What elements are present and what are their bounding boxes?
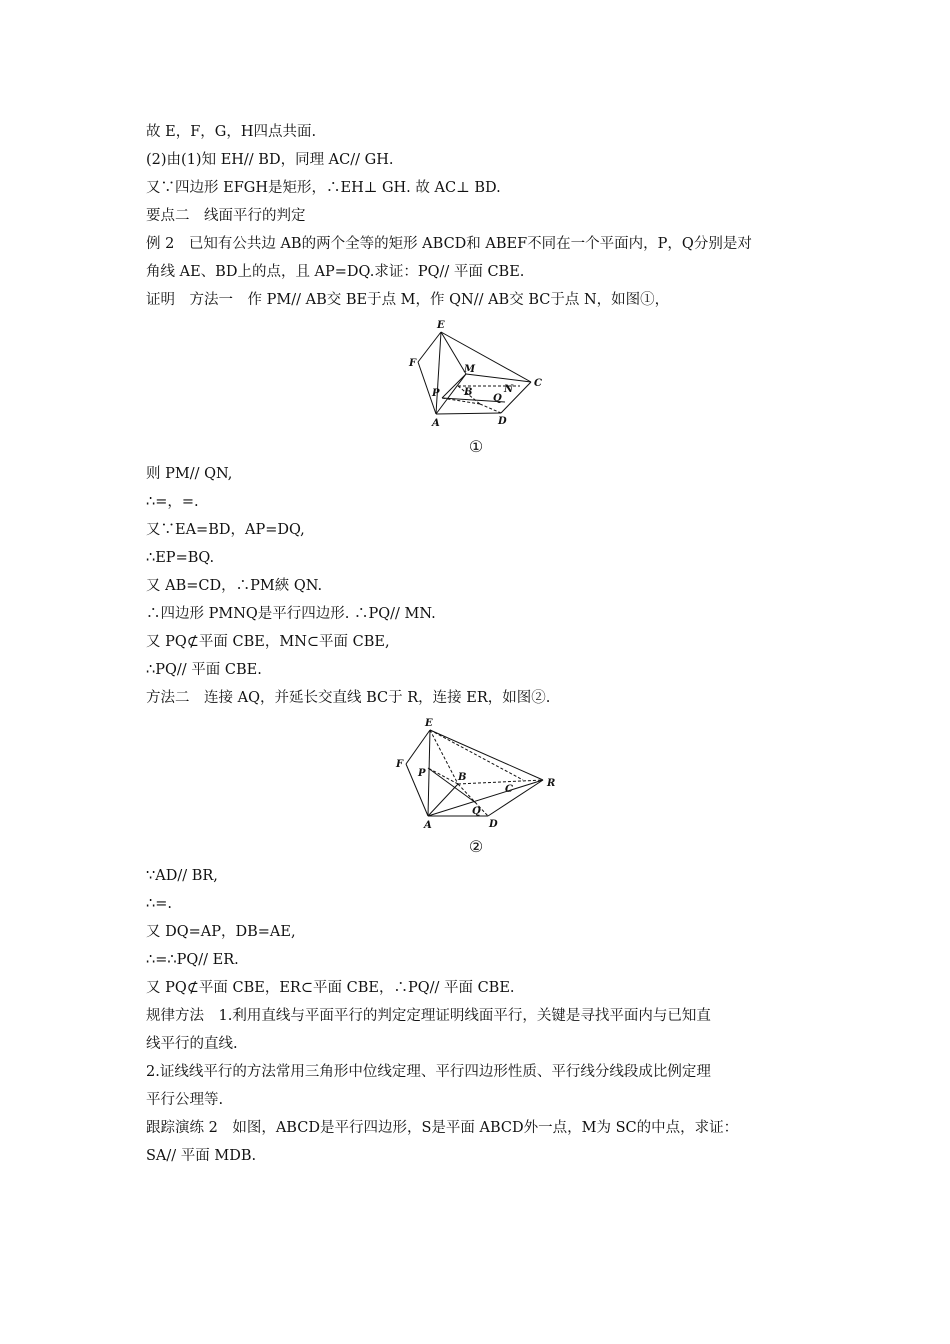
text-line: 例 2 已知有公共边 AB的两个全等的矩形 ABCD和 ABEF不同在一个平面内，P，Q分别是对 xyxy=(146,236,752,252)
label-Q: Q xyxy=(472,806,481,817)
label-B: B xyxy=(458,772,467,783)
label-P: P xyxy=(418,768,426,779)
label-A: A xyxy=(424,820,432,831)
figure-2-caption: ② xyxy=(468,837,484,856)
label-D: D xyxy=(498,416,507,427)
figure-1-diagram xyxy=(398,314,558,434)
label-E: E xyxy=(437,320,445,331)
label-F: F xyxy=(409,358,417,369)
label-M: M xyxy=(464,364,476,375)
text-line: 又 AB=CD，∴PM綊 QN. xyxy=(146,578,323,594)
label-N: N xyxy=(504,384,514,395)
text-line: 平行公理等. xyxy=(146,1092,224,1108)
text-line: ∴=. xyxy=(146,896,172,912)
figure-2 xyxy=(388,712,568,834)
text-line: 角线 AE、BD上的点，且 AP=DQ.求证：PQ// 平面 CBE. xyxy=(146,264,525,280)
text-line: ∴=，=. xyxy=(146,494,199,510)
text-line: 则 PM// QN, xyxy=(146,466,233,482)
text-line: ∴EP=BQ. xyxy=(146,550,215,566)
label-Q: Q xyxy=(493,393,502,404)
label-C: C xyxy=(505,784,513,795)
text-line: ∴PQ// 平面 CBE. xyxy=(146,662,262,678)
label-P: P xyxy=(432,388,440,399)
text-line: 方法二 连接 AQ，并延长交直线 BC于 R，连接 ER，如图②. xyxy=(146,690,551,706)
label-C: C xyxy=(534,378,542,389)
text-line: SA// 平面 MDB. xyxy=(146,1148,257,1164)
text-line: 又∵EA=BD，AP=DQ, xyxy=(146,522,305,538)
text-line: 2.证线线平行的方法常用三角形中位线定理、平行四边形性质、平行线分线段成比例定理 xyxy=(146,1064,711,1080)
text-line: ∴=∴PQ// ER. xyxy=(146,952,239,968)
text-line: ∴四边形 PMNQ是平行四边形. ∴PQ// MN. xyxy=(146,606,436,622)
text-line: 线平行的直线. xyxy=(146,1036,238,1052)
label-D: D xyxy=(489,819,498,830)
label-B: B xyxy=(464,387,473,398)
text-line: ∵AD// BR, xyxy=(146,868,218,884)
text-line: 故 E，F，G，H四点共面. xyxy=(146,124,317,140)
label-E: E xyxy=(425,718,433,729)
text-line: 规律方法 1.利用直线与平面平行的判定定理证明线面平行，关键是寻找平面内与已知直 xyxy=(146,1008,711,1024)
text-line: 又∵四边形 EFGH是矩形，∴EH⊥ GH. 故 AC⊥ BD. xyxy=(146,180,501,196)
section-heading: 要点二 线面平行的判定 xyxy=(146,208,306,224)
text-line: 跟踪演练 2 如图，ABCD是平行四边形，S是平面 ABCD外一点，M为 SC的中点，求证： xyxy=(146,1120,739,1136)
text-line: (2)由(1)知 EH// BD，同理 AC// GH. xyxy=(146,152,394,168)
text-line: 又 DQ=AP，DB=AE, xyxy=(146,924,296,940)
text-line: 证明 方法一 作 PM// AB交 BE于点 M，作 QN// AB交 BC于点 N，如图①， xyxy=(146,292,670,308)
label-R: R xyxy=(547,778,556,789)
label-F: F xyxy=(396,759,404,770)
figure-2-diagram xyxy=(388,712,568,834)
figure-1-caption: ① xyxy=(468,437,484,456)
figure-1 xyxy=(398,314,558,434)
text-line: 又 PQ⊄平面 CBE，ER⊂平面 CBE，∴PQ// 平面 CBE. xyxy=(146,980,515,996)
label-A: A xyxy=(432,418,440,429)
text-line: 又 PQ⊄平面 CBE，MN⊂平面 CBE, xyxy=(146,634,390,650)
